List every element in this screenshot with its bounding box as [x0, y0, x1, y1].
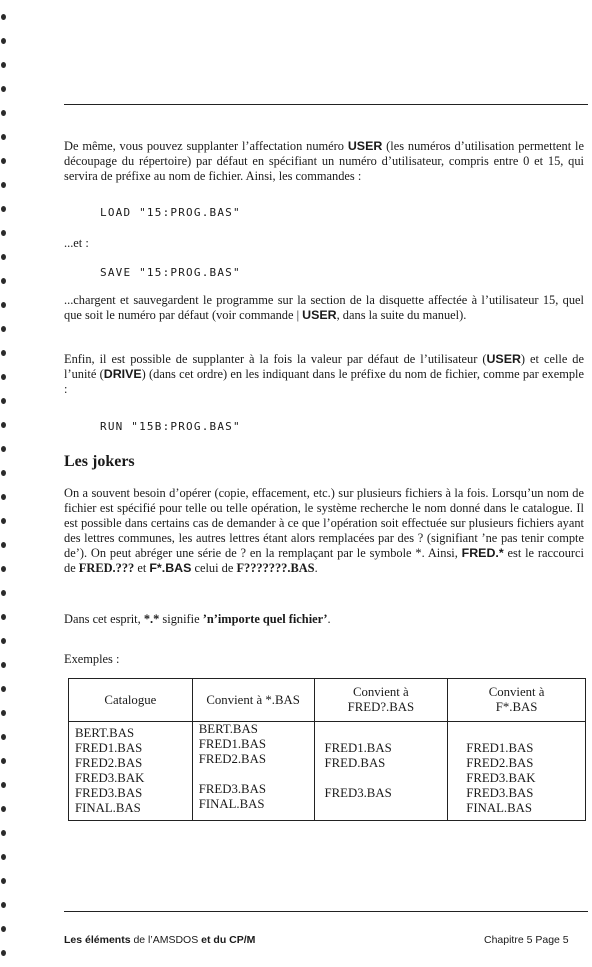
paragraph-jokers: [64, 486, 584, 576]
binding-hole: [1, 302, 6, 308]
et-line: ...et :: [64, 236, 89, 250]
header-star-bas: Convient à *.BAS: [192, 679, 314, 722]
binding-hole: [1, 638, 6, 644]
file-entry: FRED2.BAS: [198, 752, 266, 766]
binding-hole: [1, 254, 6, 260]
text: Dans cet esprit,: [64, 612, 144, 626]
binding-hole: [1, 206, 6, 212]
file-entry: FRED1.BAS: [466, 741, 534, 755]
header-line: Convient à: [352, 685, 409, 699]
header-line: F*.BAS: [495, 700, 538, 714]
text: est le raccourci de: [64, 546, 584, 575]
text: ) et celle de l’unité (: [64, 352, 584, 381]
f-star-bas-column: [448, 722, 586, 821]
text: , dans la suite du manuel).: [336, 308, 467, 322]
table-header-row: [69, 679, 586, 722]
binding-hole: [1, 782, 6, 788]
keyword-drive: DRIVE: [103, 367, 142, 381]
binding-hole: [1, 182, 6, 188]
binding-hole: [1, 518, 6, 524]
binding-hole: [1, 422, 6, 428]
file-entry: FINAL.BAS: [75, 801, 141, 815]
file-entry: [199, 767, 308, 782]
code-load-command: LOAD "15:PROG.BAS": [100, 206, 241, 219]
examples-table: [68, 678, 586, 821]
binding-hole: [1, 710, 6, 716]
text: .: [314, 561, 318, 575]
text: ) (dans cet ordre) en les indiquant dans le préfixe du nom de fichier, comme par exemple :: [64, 367, 584, 396]
header-catalogue: Catalogue: [69, 679, 193, 722]
pattern-fred-qqq: FRED.???: [78, 561, 135, 575]
file-entry: [325, 726, 442, 741]
file-entry: FRED3.BAS: [75, 786, 143, 800]
keyword-user: USER: [302, 308, 337, 322]
binding-hole: [1, 902, 6, 908]
binding-hole: [1, 86, 6, 92]
binding-hole: [1, 446, 6, 452]
binding-holes: [0, 0, 10, 967]
binding-hole: [1, 758, 6, 764]
file-entry: FRED1.BAS: [324, 741, 392, 755]
footer-page-number: Chapitre 5 Page 5: [484, 934, 569, 946]
binding-hole: [1, 278, 6, 284]
binding-hole: [1, 614, 6, 620]
file-entry: FINAL.BAS: [198, 797, 265, 811]
file-entry: FRED.BAS: [324, 756, 386, 770]
text: .: [327, 612, 331, 626]
file-entry: FRED1.BAS: [198, 737, 266, 751]
file-entry: FRED3.BAS: [324, 786, 392, 800]
paragraph-star-star: [64, 612, 584, 627]
binding-hole: [1, 830, 6, 836]
binding-hole: [1, 926, 6, 932]
catalogue-column: [69, 722, 193, 821]
paragraph-load-save-explanation: [64, 293, 584, 323]
binding-hole: [1, 110, 6, 116]
header-line: FRED?.BAS: [347, 700, 415, 714]
file-entry: FINAL.BAS: [466, 801, 532, 815]
file-entry: FRED3.BAK: [75, 771, 145, 785]
binding-hole: [1, 950, 6, 956]
binding-hole: [1, 14, 6, 20]
text: De même, vous pouvez supplanter l’affectation numéro: [64, 139, 348, 153]
binding-hole: [1, 854, 6, 860]
file-entry: [325, 771, 442, 786]
section-heading-jokers: Les jokers: [64, 453, 135, 470]
binding-hole: [1, 230, 6, 236]
text: Enfin, il est possible de supplanter à la fois la valeur par défaut de l’utilisateur (: [64, 352, 487, 366]
binding-hole: [1, 494, 6, 500]
star-bas-column: [192, 722, 314, 821]
text: signifie: [159, 612, 203, 626]
binding-hole: [1, 566, 6, 572]
binding-hole: [1, 806, 6, 812]
fred-q-bas-column: [314, 722, 448, 821]
text: celui de: [191, 561, 237, 575]
paragraph-user-prefix: [64, 139, 584, 184]
binding-hole: [1, 134, 6, 140]
file-entry: FRED1.BAS: [75, 741, 143, 755]
binding-hole: [1, 542, 6, 548]
pattern-fred-star: FRED.*: [461, 546, 504, 560]
binding-hole: [1, 62, 6, 68]
header-f-star-bas: [448, 679, 586, 722]
header-line: Convient à: [488, 685, 545, 699]
table-row: [69, 722, 586, 821]
file-entry: FRED3.BAS: [198, 782, 266, 796]
binding-hole: [1, 734, 6, 740]
text: ...chargent et sauvegardent le programme sur la section de la disquette affectée à l’utilisateur 15, quel que soit le numéro par défaut (voir commande |: [64, 293, 584, 322]
file-entry: BERT.BAS: [198, 722, 258, 736]
keyword-user: USER: [347, 139, 383, 153]
text: Les éléments: [64, 934, 131, 946]
footer-book-title: [64, 934, 255, 946]
binding-hole: [1, 590, 6, 596]
binding-hole: [1, 350, 6, 356]
file-entry: BERT.BAS: [75, 726, 135, 740]
text: On a souvent besoin d’opérer (copie, effacement, etc.) sur plusieurs fichiers à la fois. Lorsqu’un nom de fichier est spécifié pour telle ou telle opération, le système recherche le nom donné dans le catalogue. Il est possible dans certains cas de demander à ce que l’opération soit effectuée sur plusieurs fichiers ayant des lettres communes, les autres lettres étant alors remplacées par des ? (signifiant ’ne pas tenir compte de’). On peut abréger une série de ? en la remplaçant par le symbole *. Ainsi,: [64, 486, 584, 560]
quoted-meaning: ’n’importe quel fichier’: [202, 612, 328, 626]
pattern-f-qqq-bas: F???????.BAS: [236, 561, 315, 575]
paragraph-user-drive: [64, 352, 584, 397]
code-run-command: RUN "15B:PROG.BAS": [100, 420, 241, 433]
binding-hole: [1, 158, 6, 164]
file-entry: FRED3.BAK: [466, 771, 536, 785]
binding-hole: [1, 470, 6, 476]
text: et: [134, 561, 150, 575]
top-rule: [64, 104, 588, 105]
text: de l’AMSDOS: [130, 934, 202, 946]
keyword-user: USER: [486, 352, 521, 366]
bottom-rule: [64, 911, 588, 912]
pattern-f-star-bas: F*.BAS: [149, 561, 192, 575]
code-save-command: SAVE "15:PROG.BAS": [100, 266, 241, 279]
header-fred-q-bas: [314, 679, 448, 722]
pattern-star-star: *.*: [143, 612, 160, 626]
file-entry: FRED2.BAS: [466, 756, 534, 770]
file-entry: [325, 801, 442, 816]
binding-hole: [1, 38, 6, 44]
examples-label: Exemples :: [64, 652, 120, 666]
binding-hole: [1, 686, 6, 692]
file-entry: [466, 726, 579, 741]
binding-hole: [1, 662, 6, 668]
binding-hole: [1, 326, 6, 332]
text: (les numéros d’utilisation permettent le découpage du répertoire) par défaut en spécifiant un numéro d’utilisateur, compris entre 0 et 15, qui servira de préfixe au nom de fichier. Ainsi, les commandes :: [64, 139, 585, 183]
file-entry: FRED3.BAS: [466, 786, 534, 800]
file-entry: FRED2.BAS: [75, 756, 143, 770]
binding-hole: [1, 878, 6, 884]
text: et du CP/M: [201, 934, 256, 946]
binding-hole: [1, 398, 6, 404]
binding-hole: [1, 374, 6, 380]
